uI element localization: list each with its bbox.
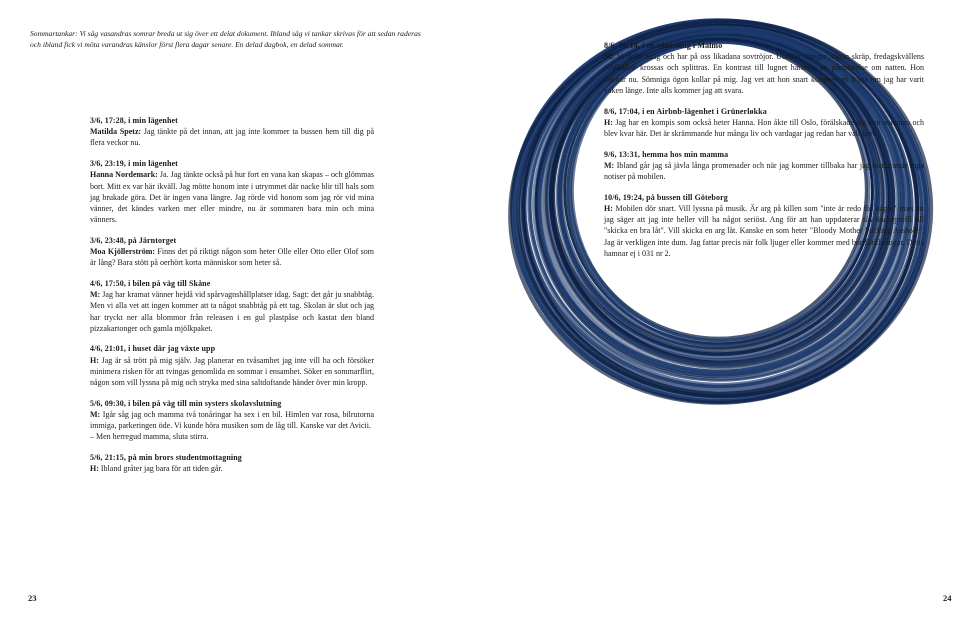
entry-heading: 8/6, 10:14, i en väns säng i Malmö bbox=[604, 41, 723, 50]
entry-text: Jag tänkte på det innan, att jag inte kommer ta bussen hem till dig på flera veckor nu. bbox=[90, 127, 374, 148]
entry-body bbox=[604, 203, 924, 259]
diary-entry bbox=[90, 115, 374, 149]
diary-entry bbox=[604, 149, 924, 183]
entry-speaker: M: bbox=[604, 160, 615, 170]
entry-text: Jag är så trött på mig själv. Jag planerar en tvåsamhet jag inte vill ha och försöker minimera risken för att tvingas genomlida en sommar i ensamhet. Söker en sommarflirt, någon som vill lyssna på mig och stryka med sina saltdoftande händer över min kropp. bbox=[90, 355, 374, 388]
entry-speaker: M: bbox=[90, 290, 101, 300]
entry-speaker: M: bbox=[604, 52, 615, 62]
intro-paragraph: Sommartankar: Vi såg vasandras somrar breda ut sig över ett delat dokument. Ibland såg vi tankar skrivas för att sedan raderas och ibland fick vi möta varandras känslor först flera dagar senare. En delad dagbok, en delad sommar. bbox=[30, 29, 421, 49]
entry-heading: 9/6, 13:31, hemma hos min mamma bbox=[604, 149, 729, 159]
entry-heading: 3/6, 23:48, på Järntorget bbox=[90, 235, 177, 245]
entry-heading: 8/6, 17:04, i en Airbnb-lägenhet i Grünerløkka bbox=[604, 106, 767, 116]
diary-entry bbox=[90, 235, 374, 269]
entry-body bbox=[90, 169, 374, 225]
entry-heading: 5/6, 21:15, på min brors studentmottagning bbox=[90, 453, 242, 463]
entry-text: Jag har en kompis som också heter Hanna. Hon åkte till Oslo, förälskade sig i en norrman och blev kvar här. Det är skrämmande hur många liv och vardagar jag redan har valt bort. bbox=[604, 117, 924, 138]
entry-text: Mobilen dör snart. Vill lyssna på musik. Är arg på killen som "inte är redo för något" trots att jag säger att jag inte heller vill ha något seriöst. Ang för att han uppdaterar sin tinderprofil till "skicka en bra låt". Vill skicka en arg låt. Kanske en som heter "Bloody Mother Fucking Asshole". Jag är verkligen inte dum. Jag fattar precis när folk ljuger eller kommer med bortförklaringar. Detta hamnar ej i 031 nr 2. bbox=[604, 203, 924, 258]
entry-speaker: H: bbox=[604, 203, 613, 213]
entry-speaker: Matilda Spetz: bbox=[90, 127, 142, 137]
entry-body bbox=[90, 246, 374, 268]
entry-heading: 4/6, 17:50, i bilen på väg till Skåne bbox=[90, 278, 211, 288]
entry-body bbox=[90, 126, 374, 148]
entry-text: Ibland gråter jag bara för att tiden går. bbox=[98, 464, 223, 474]
left-column bbox=[90, 115, 374, 484]
diary-entry bbox=[90, 158, 374, 225]
entry-heading: 4/6, 21:01, i huset där jag växte upp bbox=[90, 344, 216, 354]
entry-body bbox=[90, 409, 374, 431]
entry-quote-line: – Men herregud mamma, sluta stirra. bbox=[90, 432, 209, 442]
entry-body bbox=[90, 289, 374, 334]
entry-speaker: M: bbox=[90, 409, 101, 419]
diary-entry bbox=[90, 278, 374, 334]
diary-entry bbox=[604, 106, 924, 140]
entry-text: Igår såg jag och mamma två tonåringar ha sex i en bil. Himlen var rosa, bilrutorna immiga, parkeringen öde. Vi kunde höra musiken som de låg till. Kanske var det Avicii. bbox=[90, 409, 374, 431]
diary-entry bbox=[604, 40, 924, 96]
entry-heading: 3/6, 23:19, i min lägenhet bbox=[90, 159, 178, 169]
diary-entry bbox=[90, 452, 374, 474]
entry-speaker: H: bbox=[90, 355, 99, 365]
entry-body bbox=[604, 117, 924, 139]
entry-text: Ibland går jag så jävla långa promenader och när jag kommer tillbaka har jag fortfarande inga notiser på mobilen. bbox=[604, 160, 924, 182]
page-number-right: 24 bbox=[943, 593, 952, 603]
diary-entry bbox=[90, 343, 374, 388]
right-column bbox=[604, 40, 924, 268]
entry-text: Finns det på riktigt någon som heter Olle eller Otto eller Olof som är lång? Bara stött på oerhört korta människor som heter så. bbox=[90, 247, 374, 268]
entry-speaker: H: bbox=[90, 464, 99, 474]
entry-speaker: Hanna Nordemark: bbox=[90, 170, 158, 180]
entry-speaker: Moa Kjöllerström: bbox=[90, 247, 156, 257]
entry-body bbox=[90, 355, 374, 389]
entry-text: Ja. Jag tänkte också på hur fort en vana kan skapas – och glömmas bort. Mitt ex var här ikväll. Jag mötte honom inte i utrymmet där nacke blir till hals som jag brukade göra. Det är ingen vana längre. Jag rörde vid honom som jag rör vid mina vänner, det kändes varken mer eller mindre, nu är sommaren bara min och mina vänners. bbox=[90, 170, 374, 225]
page-number-left: 23 bbox=[28, 593, 37, 603]
diary-entry bbox=[604, 192, 924, 259]
entry-speaker: H: bbox=[604, 117, 613, 127]
entry-body bbox=[90, 463, 374, 474]
entry-heading: 3/6, 17:28, i min lägenhet bbox=[90, 116, 178, 125]
entry-body bbox=[604, 51, 924, 96]
entry-heading: 10/6, 19:24, på bussen till Göteborg bbox=[604, 192, 728, 202]
entry-heading: 5/6, 09:30, i bilen på väg till min systers skolavslutning bbox=[90, 398, 282, 408]
entry-text: Jag har kramat vänner hejdå vid spårvagnshållplatser idag. Sagt: det går ju snabbtåg. Men vi alla vet att ingen kommer att ta något snabbtåg på ett tag. Skolan är slut och jag har tryckt ner alla blommor från releasen i en gul plastpåse och kastat den bland pizzakartonger och gamla mjölkpaket. bbox=[90, 290, 374, 333]
diary-entry bbox=[90, 398, 374, 443]
entry-text: Vi delar säng och har på oss likadana sovtröjor. Utanför slänger någon skräp, fredagskvällens vinflaskor krossas och splittras. En kontrast till lugnet härinne, en påminnelse om natten. Hon vaknar nu. Sömniga ögon kollar på mig. Jag vet att hon snart kommer att fråga om jag har varit vaken länge. Inte alls kommer jag att svara. bbox=[604, 52, 924, 95]
entry-body bbox=[604, 160, 924, 182]
